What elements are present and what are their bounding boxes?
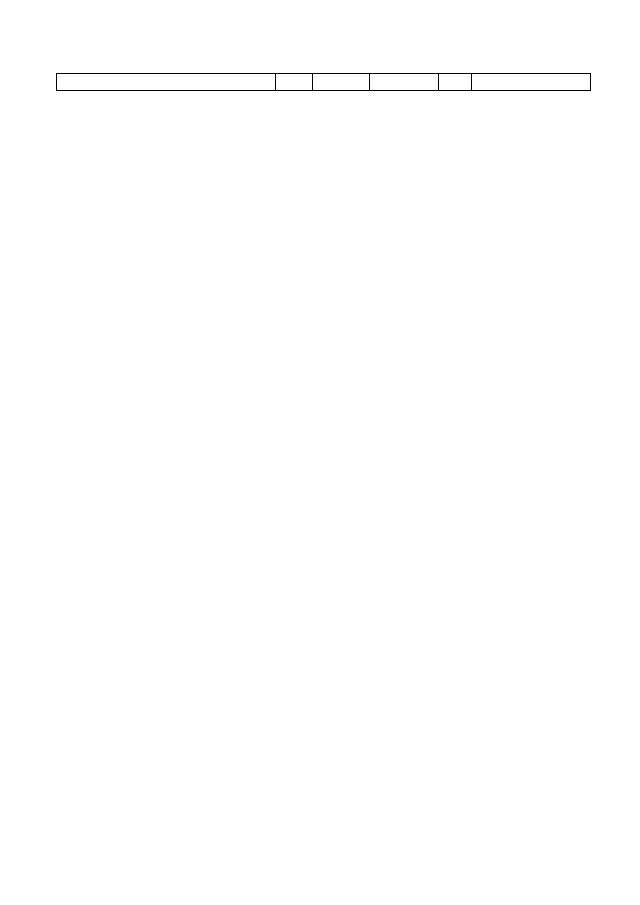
column-header-6 [472, 74, 591, 91]
column-header-5 [439, 74, 472, 91]
column-header-3 [313, 74, 370, 91]
column-header-2 [276, 74, 313, 91]
column-header-4 [370, 74, 439, 91]
column-header-1 [57, 74, 276, 91]
column-header-table [56, 73, 591, 91]
